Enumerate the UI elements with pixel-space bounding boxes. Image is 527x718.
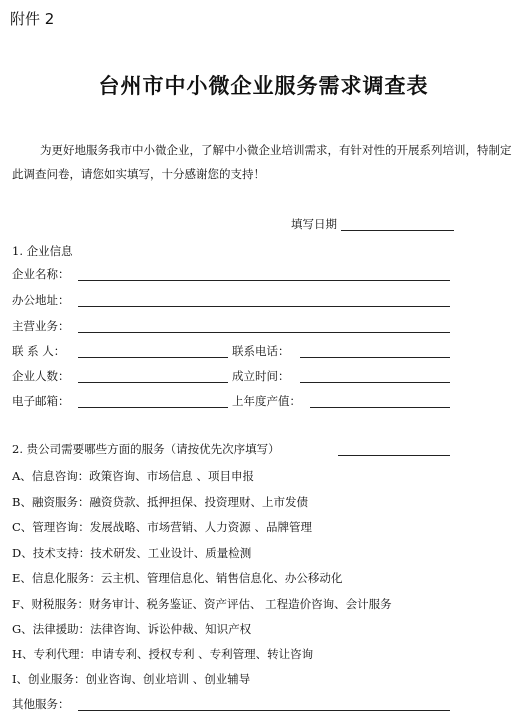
contact-label: 联 系 人： — [12, 344, 66, 358]
intro-paragraph: 为更好地服务我市中小微企业，了解中小微企业培训需求，有针对性的开展系列培训，特制定此调查问卷，请您如实填写，十分感谢您的支持！ — [12, 143, 512, 181]
company-name-line[interactable] — [78, 280, 450, 281]
employees-label: 企业人数： — [12, 369, 70, 383]
fill-date-label: 填写日期 — [291, 217, 337, 231]
priority-line[interactable] — [338, 455, 450, 456]
other-services-line[interactable] — [78, 710, 450, 711]
email-label: 电子邮箱： — [12, 394, 70, 408]
main-business-line[interactable] — [78, 332, 450, 333]
service-option-i: I、创业服务：创业咨询、创业培训 、创业辅导 — [12, 672, 251, 686]
service-option-c: C、管理咨询：发展战略、市场营销、人力资源 、品牌管理 — [12, 520, 312, 534]
attachment-label: 附件 2 — [10, 10, 55, 28]
email-line[interactable] — [78, 407, 228, 408]
service-option-e: E、信息化服务：云主机、管理信息化、销售信息化、办公移动化 — [12, 571, 343, 585]
last-output-label: 上年度产值： — [232, 394, 301, 408]
founded-line[interactable] — [300, 382, 450, 383]
fill-date-line[interactable] — [341, 230, 454, 231]
phone-line[interactable] — [300, 357, 450, 358]
founded-label: 成立时间： — [232, 369, 290, 383]
service-option-h: H、专利代理：申请专利、授权专利 、专利管理、转让咨询 — [12, 647, 314, 661]
service-option-b: B、融资服务：融资贷款、抵押担保、投资理财、上市发债 — [12, 495, 308, 509]
service-option-g: G、法律援助：法律咨询、诉讼仲裁、知识产权 — [12, 622, 252, 636]
address-line[interactable] — [78, 306, 450, 307]
service-option-a: A、信息咨询：政策咨询、市场信息 、项目申报 — [12, 469, 254, 483]
form-title: 台州市中小微企业服务需求调查表 — [98, 73, 429, 98]
employees-line[interactable] — [78, 382, 228, 383]
service-option-d: D、技术支持：技术研发、工业设计、质量检测 — [12, 546, 252, 560]
address-label: 办公地址： — [12, 293, 70, 307]
other-services-label: 其他服务： — [12, 697, 70, 711]
section1-heading: 1. 企业信息 — [12, 244, 73, 258]
main-business-label: 主营业务： — [12, 319, 70, 333]
contact-line[interactable] — [78, 357, 228, 358]
service-option-f: F、财税服务：财务审计、税务鉴证、资产评估、 工程造价咨询、会计服务 — [12, 597, 392, 611]
section2-heading: 2. 贵公司需要哪些方面的服务（请按优先次序填写） — [12, 442, 280, 456]
company-name-label: 企业名称： — [12, 267, 70, 281]
last-output-line[interactable] — [310, 407, 450, 408]
phone-label: 联系电话： — [232, 344, 290, 358]
